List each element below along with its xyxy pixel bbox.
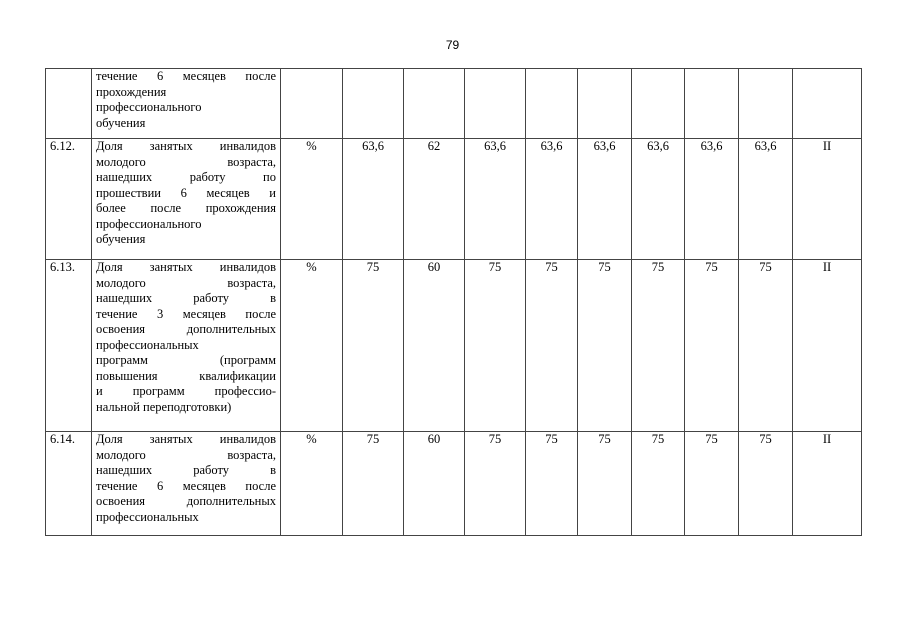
value-cell: 63,6: [343, 139, 404, 260]
stage-cell: II: [793, 139, 862, 260]
value-cell: 63,6: [739, 139, 793, 260]
row-number: 6.12.: [46, 139, 92, 260]
indicator-description: [92, 69, 281, 139]
value-cell: [739, 69, 793, 139]
description-line: нашедших работу в: [96, 291, 276, 305]
value-cell: [526, 69, 578, 139]
value-cell: [578, 69, 632, 139]
value-cell: 75: [465, 260, 526, 432]
value-cell: 63,6: [465, 139, 526, 260]
value-cell: 63,6: [526, 139, 578, 260]
description-line: прошествии 6 месяцев и: [96, 185, 276, 200]
indicator-description: [92, 432, 281, 536]
unit-cell: [281, 69, 343, 139]
value-cell: 63,6: [632, 139, 685, 260]
value-cell: [632, 69, 685, 139]
description-line: и программ профессио-: [96, 384, 276, 398]
value-cell: 75: [632, 432, 685, 536]
table-body: [46, 69, 862, 536]
unit-cell: %: [281, 260, 343, 432]
row-number: 6.13.: [46, 260, 92, 432]
value-cell: 63,6: [685, 139, 739, 260]
value-cell: 75: [632, 260, 685, 432]
value-cell: 75: [685, 260, 739, 432]
value-cell: 75: [739, 260, 793, 432]
indicator-description: [92, 260, 281, 432]
table-row: [46, 260, 862, 432]
row-number: [46, 69, 92, 139]
description-line: нашедших работу в: [96, 463, 276, 477]
description-line: Доля занятых инвалидов: [96, 432, 276, 446]
value-cell: [343, 69, 404, 139]
description-line: Доля занятых инвалидов: [96, 260, 276, 274]
stage-cell: II: [793, 432, 862, 536]
description-line: течение 3 месяцев после: [96, 306, 276, 321]
unit-cell: %: [281, 432, 343, 536]
description-line: повышения квалификации: [96, 368, 276, 383]
description-line: течение 6 месяцев после: [96, 478, 276, 493]
indicators-table: [45, 68, 862, 536]
description-line: молодого возраста,: [96, 447, 276, 462]
value-cell: [404, 69, 465, 139]
value-cell: 75: [578, 260, 632, 432]
value-cell: 75: [343, 260, 404, 432]
value-cell: 60: [404, 432, 465, 536]
value-cell: 63,6: [578, 139, 632, 260]
value-cell: 75: [526, 260, 578, 432]
value-cell: 75: [685, 432, 739, 536]
description-line: профессиональных: [96, 337, 199, 352]
table-row: [46, 432, 862, 536]
value-cell: 75: [578, 432, 632, 536]
table-row: [46, 69, 862, 139]
value-cell: 60: [404, 260, 465, 432]
stage-cell: II: [793, 260, 862, 432]
description-line: прохождения: [96, 84, 167, 99]
description-line: освоения дополнительных: [96, 494, 276, 508]
description-line: молодого возраста,: [96, 275, 276, 290]
unit-cell: %: [281, 139, 343, 260]
description-line: профессионального: [96, 100, 202, 114]
description-line: Доля занятых инвалидов: [96, 139, 276, 153]
description-line: программ (программ: [96, 353, 276, 367]
page-number: 79: [445, 38, 460, 52]
value-cell: 75: [343, 432, 404, 536]
value-cell: [685, 69, 739, 139]
description-line: молодого возраста,: [96, 154, 276, 169]
value-cell: [465, 69, 526, 139]
table-row: [46, 139, 862, 260]
description-line: нашедших работу по: [96, 170, 276, 184]
description-line: обучения: [96, 232, 146, 246]
description-line: нальной переподготовки): [96, 399, 232, 414]
description-line: освоения дополнительных: [96, 322, 276, 336]
description-line: обучения: [96, 115, 146, 130]
description-line: течение 6 месяцев после: [96, 69, 276, 83]
row-number: 6.14.: [46, 432, 92, 536]
description-line: профессиональных: [96, 509, 199, 524]
description-line: более после прохождения: [96, 201, 276, 215]
value-cell: 75: [526, 432, 578, 536]
indicator-description: [92, 139, 281, 260]
description-line: профессионального: [96, 216, 202, 231]
value-cell: 75: [739, 432, 793, 536]
value-cell: 62: [404, 139, 465, 260]
stage-cell: [793, 69, 862, 139]
value-cell: 75: [465, 432, 526, 536]
